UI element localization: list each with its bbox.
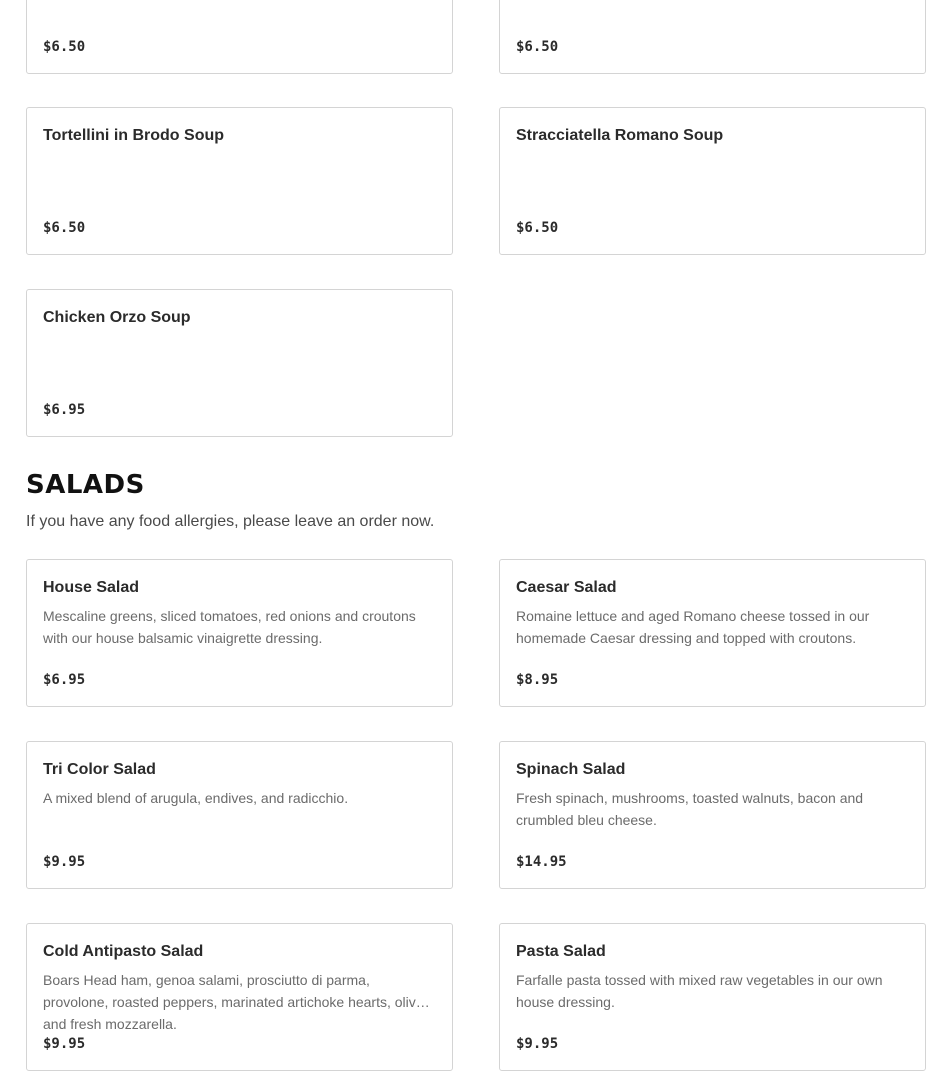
section-title: SALADS bbox=[26, 470, 145, 500]
menu-item-card[interactable] bbox=[499, 923, 926, 1071]
menu-item-price: $6.50 bbox=[43, 220, 86, 236]
menu-item-description: Romaine lettuce and aged Romano cheese tossed in our homemade Caesar dressing and topped with croutons. bbox=[516, 608, 870, 646]
menu-item-name: Chicken Orzo Soup bbox=[43, 309, 191, 326]
menu-item-name: Tri Color Salad bbox=[43, 761, 156, 778]
menu-item-card[interactable] bbox=[26, 923, 453, 1071]
menu-item-description: Boars Head ham, genoa salami, prosciutto di parma, provolone, roasted peppers, marinated artichoke hearts, olives and fresh mozzarella. bbox=[43, 972, 431, 1032]
menu-item-description: Fresh spinach, mushrooms, toasted walnuts, bacon and crumbled bleu cheese. bbox=[516, 790, 864, 828]
menu-item-description: Mescaline greens, sliced tomatoes, red onions and croutons with our house balsamic vinaigrette dressing. bbox=[43, 608, 416, 646]
menu-item-card[interactable] bbox=[26, 0, 453, 74]
menu-item-name: Stracciatella Romano Soup bbox=[516, 127, 724, 144]
menu-item-card[interactable] bbox=[499, 741, 926, 889]
menu-item-name: House Salad bbox=[43, 579, 140, 596]
menu-item-card[interactable] bbox=[499, 559, 926, 707]
menu-item-name: Tortellini in Brodo Soup bbox=[43, 127, 225, 144]
menu-item-card[interactable] bbox=[499, 107, 926, 255]
menu-item-card[interactable] bbox=[26, 107, 453, 255]
menu-item-card[interactable] bbox=[26, 289, 453, 437]
menu-item-price: $6.95 bbox=[43, 402, 86, 418]
menu-item-price: $6.95 bbox=[43, 672, 86, 688]
menu-item-card[interactable] bbox=[26, 741, 453, 889]
menu-item-price: $9.95 bbox=[43, 1036, 86, 1052]
section-note: If you have any food allergies, please leave an order now. bbox=[26, 513, 435, 530]
menu-item-name: Pasta Salad bbox=[516, 943, 606, 960]
menu-item-price: $6.50 bbox=[516, 39, 559, 55]
menu-item-card[interactable] bbox=[26, 559, 453, 707]
menu-item-description: Farfalle pasta tossed with mixed raw vegetables in our own house dressing. bbox=[516, 972, 883, 1010]
menu-item-price: $9.95 bbox=[43, 854, 86, 870]
menu-item-description: A mixed blend of arugula, endives, and radicchio. bbox=[43, 790, 349, 806]
menu-item-price: $8.95 bbox=[516, 672, 559, 688]
menu-item-price: $9.95 bbox=[516, 1036, 559, 1052]
menu-item-price: $6.50 bbox=[43, 39, 86, 55]
menu-item-name: Spinach Salad bbox=[516, 761, 626, 778]
menu-item-name: Cold Antipasto Salad bbox=[43, 943, 204, 960]
menu-item-price: $14.95 bbox=[516, 854, 567, 870]
menu-item-card[interactable] bbox=[499, 0, 926, 74]
menu-item-price: $6.50 bbox=[516, 220, 559, 236]
menu-item-name: Caesar Salad bbox=[516, 579, 617, 596]
